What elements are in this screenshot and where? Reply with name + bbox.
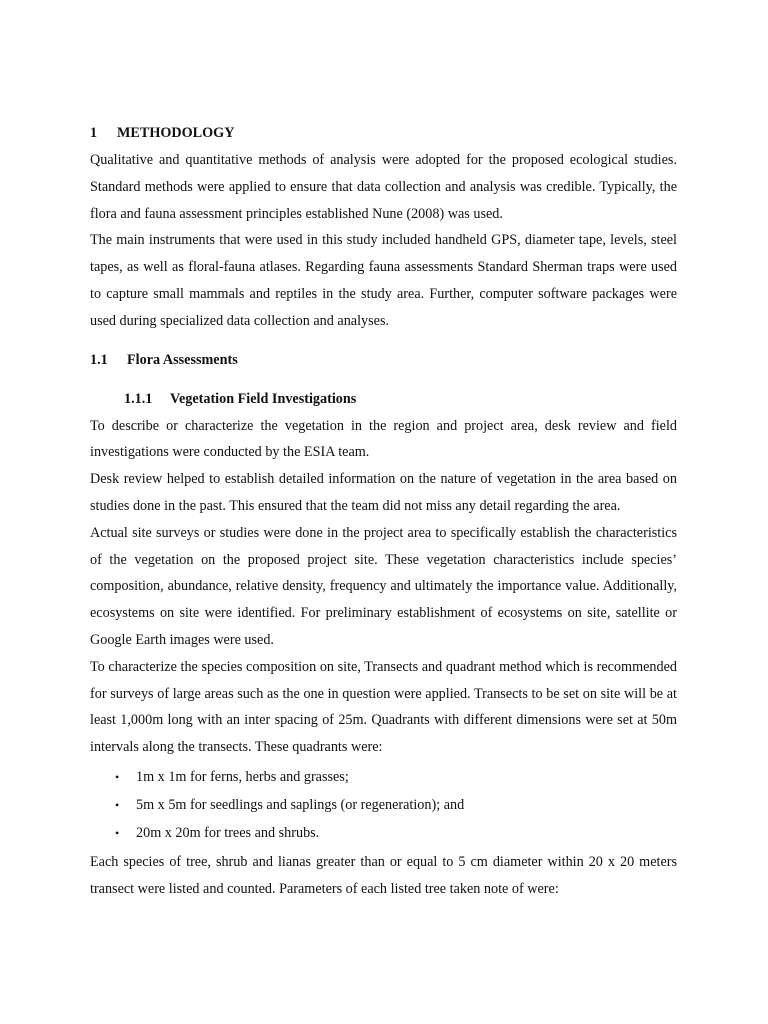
paragraph: Actual site surveys or studies were done in the project area to specifically establish the characteristics of the vegetation on the proposed project site. These vegetation characteristics include species’ composition, abundance, relative density, frequency and ultimately the importance value. Additionally, ecosystems on site were identified. For preliminary establishment of ecosystems on site, satellite or Google Earth images were used. <box>90 524 677 648</box>
paragraph: To describe or characterize the vegetation in the region and project area, desk review and field investigations were conducted by the ESIA team. <box>90 417 677 461</box>
list-item <box>90 763 677 791</box>
paragraph: The main instruments that were used in this study included handheld GPS, diameter tape, levels, steel tapes, as well as floral-fauna atlases. Regarding fauna assessments Standard Sherman traps were used to capture small mammals and reptiles in the study area. Further, computer software packages were used during specialized data collection and analyses. <box>90 232 677 329</box>
paragraph: Desk review helped to establish detailed information on the nature of vegetation in the area based on studies done in the past. This ensured that the team did not miss any detail regarding the area. <box>90 471 677 514</box>
section-title: METHODOLOGY <box>117 125 235 141</box>
list-item-text: 20m x 20m for trees and shrubs. <box>136 824 320 841</box>
paragraph: To characterize the species composition on site, Transects and quadrant method which is recommended for surveys of large areas such as the one in question were applied. Transects to be set on site will be at least 1,000m long with an inter spacing of 25m. Quadrants with different dimensions were set at 50m intervals along the transects. These quadrants were: <box>90 658 677 756</box>
paragraph: Qualitative and quantitative methods of analysis were adopted for the proposed ecological studies. Standard methods were applied to ensure that data collection and analysis was credible. Typically, the flora and fauna assessment principles established Nune (2008) was used. <box>90 152 677 222</box>
subsubsection-title: Vegetation Field Investigations <box>170 390 357 407</box>
bullet-icon: • <box>115 797 120 812</box>
subsubsection-heading <box>124 386 677 413</box>
subsection-heading <box>90 347 677 374</box>
list-item-text: 1m x 1m for ferns, herbs and grasses; <box>136 768 349 785</box>
section-number: 1 <box>90 125 98 141</box>
bullet-icon: • <box>115 769 120 784</box>
quadrant-list <box>90 763 677 847</box>
list-item-text: 5m x 5m for seedlings and saplings (or regeneration); and <box>136 796 465 813</box>
document-page <box>90 120 677 903</box>
subsection-number: 1.1 <box>90 351 108 368</box>
subsection-title: Flora Assessments <box>127 351 238 368</box>
bullet-icon: • <box>115 825 120 840</box>
section-heading <box>90 120 677 147</box>
paragraph: Each species of tree, shrub and lianas greater than or equal to 5 cm diameter within 20 x 20 meters transect were listed and counted. Parameters of each listed tree taken note of were: <box>90 853 677 897</box>
list-item <box>90 819 677 847</box>
list-item <box>90 791 677 819</box>
subsubsection-number: 1.1.1 <box>124 390 153 407</box>
